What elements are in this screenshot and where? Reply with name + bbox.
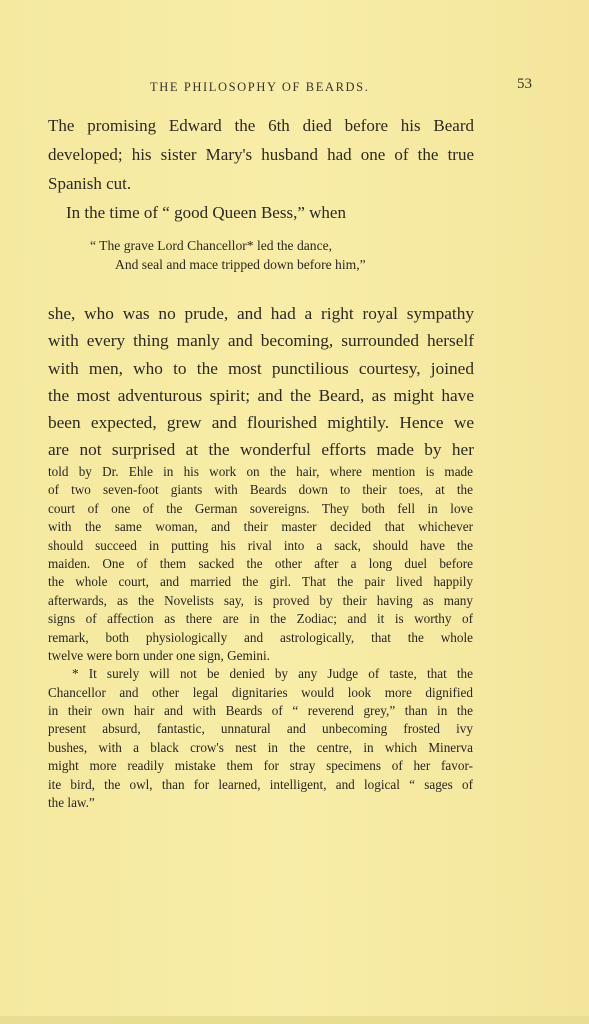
verse-line-2: And seal and mace tripped down before him,” — [115, 257, 366, 272]
footnote-line: told by Dr. Ehle in his work on the hair, where mention is made — [48, 464, 473, 479]
body-paragraph-2 — [48, 299, 474, 463]
body-line: In the time of “ good Queen Bess,” when — [66, 203, 346, 222]
body-line: with every thing manly and becoming, surrounded herself — [48, 331, 474, 351]
footnote-line: might more readily mistake them for stray specimens of her favor- — [48, 758, 473, 774]
body-line: with men, who to the most punctilious courtesy, joined — [48, 358, 474, 378]
footnote-line: ite bird, the owl, than for learned, intelligent, and logical “ sages of — [48, 776, 473, 792]
page-number: 53 — [517, 76, 532, 92]
footnote-line: maiden. One of them sacked the other after a long duel before — [48, 555, 473, 571]
body-line: are not surprised at the wonderful efforts made by her — [48, 440, 474, 460]
footnote — [48, 463, 473, 812]
footnote-line: present absurd, fantastic, unnatural and unbecoming frosted ivy — [48, 721, 473, 737]
footnote-line: the law.” — [48, 795, 95, 811]
footnote-line: twelve were born under one sign, Gemini. — [48, 647, 270, 663]
body-line: Spanish cut. — [48, 174, 132, 193]
body-line: been expected, grew and flourished mightily. Hence we — [48, 413, 474, 433]
body-line: The promising Edward the 6th died before his Beard — [48, 116, 474, 135]
body-paragraph-1 — [48, 111, 474, 227]
footnote-line: remark, both physiologically and astrologically, that the whole — [48, 629, 473, 645]
page-bottom-edge — [0, 1016, 589, 1024]
footnote-line: in their own hair and with Beards of “ reverend grey,” than in the — [48, 703, 473, 719]
body-line: the most adventurous spirit; and the Beard, as might have — [48, 385, 474, 405]
footnote-line: with the same woman, and their master decided that whichever — [48, 519, 473, 535]
footnote-line: bushes, with a black crow's nest in the centre, in which Minerva — [48, 739, 473, 755]
body-line: she, who was no prude, and had a right royal sympathy — [48, 304, 474, 323]
footnote-line: should succeed in putting his rival into a sack, should have the — [48, 537, 473, 553]
footnote-line: afterwards, as the Novelists say, is proved by their having as many — [48, 592, 473, 608]
footnote-line: * It surely will not be denied by any Judge of taste, that the — [72, 666, 473, 682]
running-head: THE PHILOSOPHY OF BEARDS. — [150, 80, 370, 94]
footnote-line: court of one of the German sovereigns. They both fell in love — [48, 500, 473, 516]
verse-line-1: “ The grave Lord Chancellor* led the dance, — [90, 238, 333, 253]
footnote-line: the whole court, and married the girl. That the pair lived happily — [48, 574, 473, 590]
footnote-line: of two seven-foot giants with Beards down to their toes, at the — [48, 482, 473, 498]
footnote-line: signs of affection as there are in the Zodiac; and it is worthy of — [48, 611, 473, 627]
body-line: developed; his sister Mary's husband had one of the true — [48, 145, 474, 164]
footnote-line: Chancellor and other legal dignitaries would look more dignified — [48, 684, 473, 700]
